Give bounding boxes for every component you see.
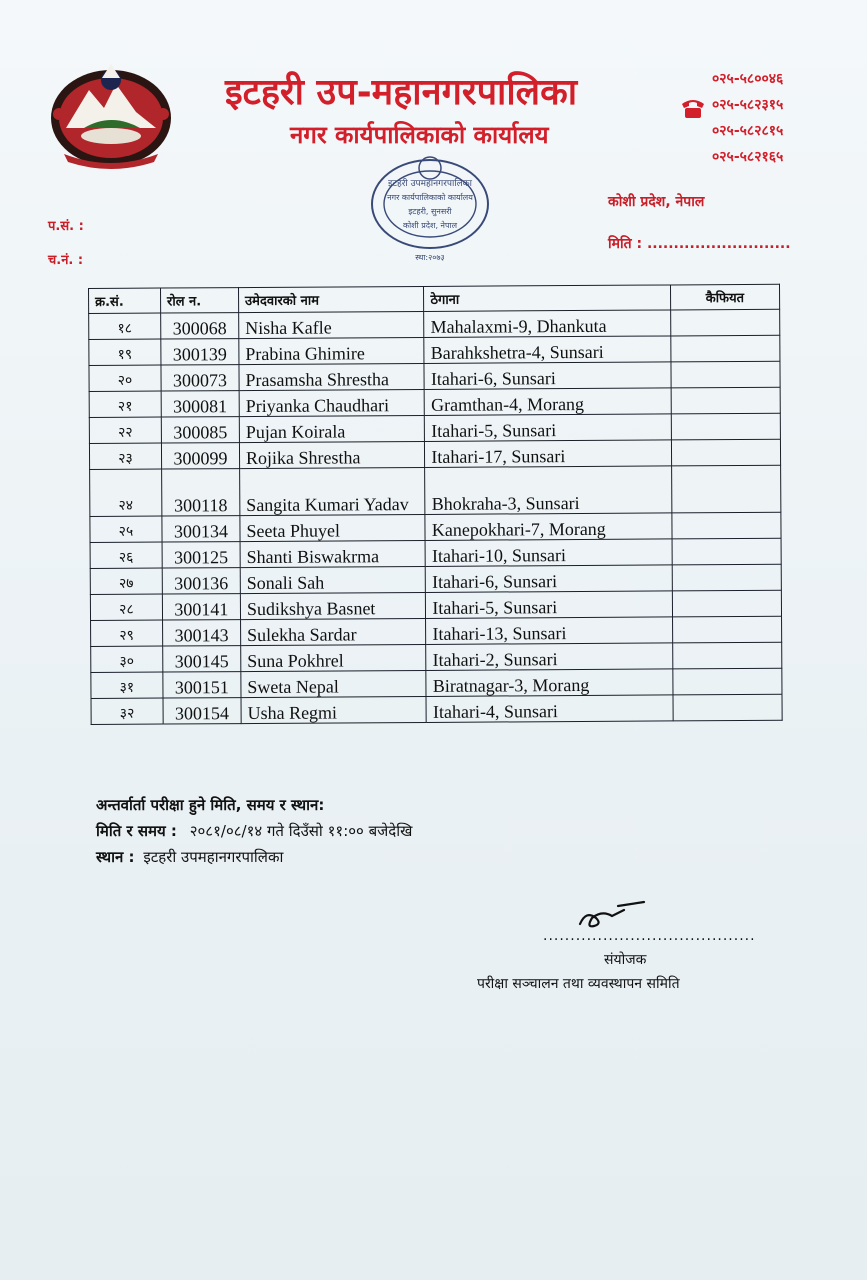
cell-remarks bbox=[671, 413, 781, 440]
cell-roll: 300099 bbox=[161, 443, 239, 469]
cell-roll: 300081 bbox=[161, 391, 239, 417]
cell-remarks bbox=[671, 361, 781, 388]
cell-roll: 300143 bbox=[162, 620, 240, 646]
province-label: कोशी प्रदेश, नेपाल bbox=[608, 194, 705, 210]
cell-address: Itahari-5, Sunsari bbox=[425, 414, 671, 442]
cell-remarks bbox=[672, 668, 782, 695]
cell-address: Barahkshetra-4, Sunsari bbox=[424, 336, 670, 364]
cell-name: Sulekha Sardar bbox=[240, 618, 426, 645]
col-header-name: उमेदवारको नाम bbox=[238, 286, 424, 312]
cell-sn: ३१ bbox=[91, 672, 163, 698]
table-body bbox=[89, 309, 782, 724]
cell-address: Itahari-6, Sunsari bbox=[424, 362, 670, 390]
cell-address: Itahari-4, Sunsari bbox=[426, 695, 672, 723]
cell-name: Prasamsha Shrestha bbox=[239, 363, 425, 390]
table-row bbox=[90, 465, 781, 516]
cell-name: Pujan Koirala bbox=[239, 415, 425, 442]
cell-remarks bbox=[672, 590, 782, 617]
col-header-address: ठेगाना bbox=[424, 285, 670, 312]
col-header-remarks: कैफियत bbox=[670, 284, 780, 310]
stamp-line: इटहरी, सुनसरी bbox=[408, 207, 452, 216]
cell-name: Seeta Phuyel bbox=[240, 514, 426, 541]
ref-ps-label: प.सं. : bbox=[48, 219, 84, 234]
cell-sn: २६ bbox=[90, 542, 162, 568]
cell-remarks bbox=[672, 642, 782, 669]
cell-sn: ३० bbox=[91, 646, 163, 672]
cell-sn: २७ bbox=[90, 568, 162, 594]
cell-remarks bbox=[672, 538, 782, 565]
cell-remarks bbox=[670, 335, 780, 362]
stamp-line: स्था:२०७३ bbox=[415, 253, 445, 262]
phone-numbers bbox=[700, 66, 820, 170]
ref-cn-label: च.नं. : bbox=[48, 253, 84, 268]
stamp-line: इटहरी उपमहानगरपालिका bbox=[387, 179, 473, 189]
cell-address: Kanepokhari-7, Morang bbox=[425, 513, 671, 541]
cell-roll: 300145 bbox=[163, 646, 241, 672]
venue-label: स्थान : bbox=[96, 848, 135, 866]
interview-venue bbox=[96, 844, 412, 870]
cell-name: Sudikshya Basnet bbox=[240, 592, 426, 619]
cell-roll: 300154 bbox=[163, 698, 241, 724]
cell-remarks bbox=[673, 694, 783, 721]
cell-remarks bbox=[672, 564, 782, 591]
venue-value: इटहरी उपमहानगरपालिका bbox=[143, 848, 284, 866]
cell-address: Itahari-17, Sunsari bbox=[425, 440, 671, 468]
cell-remarks bbox=[670, 309, 780, 336]
cell-address: Itahari-6, Sunsari bbox=[426, 565, 672, 593]
cell-roll: 300073 bbox=[161, 365, 239, 391]
cell-sn: २१ bbox=[89, 391, 161, 417]
cell-remarks bbox=[671, 512, 781, 539]
table-row bbox=[91, 694, 782, 724]
office-subtitle: नगर कार्यपालिकाको कार्यालय bbox=[290, 121, 549, 149]
cell-remarks bbox=[671, 465, 781, 513]
cell-roll: 300151 bbox=[163, 672, 241, 698]
phone-number: ०२५-५८२३१५ bbox=[712, 97, 784, 113]
phone-number: ०२५-५८२८१५ bbox=[712, 123, 784, 139]
date-line bbox=[608, 234, 791, 253]
cell-address: Itahari-5, Sunsari bbox=[426, 591, 672, 619]
cell-roll: 300085 bbox=[161, 417, 239, 443]
interview-info bbox=[96, 792, 412, 870]
cell-sn: ३२ bbox=[91, 698, 163, 724]
interview-datetime bbox=[96, 818, 412, 844]
datetime-value: २०८१/०८/१४ गते दिउँसो ११:०० बजेदेखि bbox=[189, 822, 413, 840]
cell-roll: 300125 bbox=[162, 542, 240, 568]
cell-address: Itahari-10, Sunsari bbox=[425, 539, 671, 567]
signatory-committee: परीक्षा सञ्चालन तथा व्यवस्थापन समिति bbox=[477, 976, 680, 992]
signature-line: ....................................... bbox=[543, 928, 756, 944]
cell-roll: 300136 bbox=[162, 568, 240, 594]
cell-sn: २३ bbox=[89, 443, 161, 469]
cell-address: Itahari-2, Sunsari bbox=[426, 643, 672, 671]
interview-heading: अन्तर्वार्ता परीक्षा हुने मिति, समय र स्थान: bbox=[96, 796, 325, 814]
cell-name: Usha Regmi bbox=[241, 696, 427, 723]
cell-sn: २० bbox=[89, 365, 161, 391]
cell-sn: १८ bbox=[89, 313, 161, 339]
cell-sn: २५ bbox=[90, 516, 162, 542]
cell-sn: १९ bbox=[89, 339, 161, 365]
cell-address: Bhokraha-3, Sunsari bbox=[425, 466, 671, 515]
cell-name: Suna Pokhrel bbox=[241, 644, 427, 671]
cell-sn: २८ bbox=[90, 594, 162, 620]
phone-number: ०२५-५८००४६ bbox=[712, 71, 784, 87]
cell-sn: २९ bbox=[91, 620, 163, 646]
cell-roll: 300068 bbox=[161, 313, 239, 339]
stamp-line: कोशी प्रदेश, नेपाल bbox=[402, 221, 458, 230]
cell-address: Itahari-13, Sunsari bbox=[426, 617, 672, 645]
cell-name: Priyanka Chaudhari bbox=[239, 389, 425, 416]
cell-remarks bbox=[671, 439, 781, 466]
cell-remarks bbox=[671, 387, 781, 414]
office-stamp bbox=[360, 148, 500, 266]
cell-remarks bbox=[672, 616, 782, 643]
cell-roll: 300118 bbox=[162, 469, 240, 516]
cell-sn: २२ bbox=[89, 417, 161, 443]
cell-name: Nisha Kafle bbox=[239, 311, 425, 338]
signatory-role: संयोजक bbox=[604, 952, 647, 968]
signature-scribble bbox=[572, 898, 652, 932]
cell-roll: 300134 bbox=[162, 516, 240, 542]
phone-number: ०२५-५८२१६५ bbox=[712, 149, 784, 165]
cell-name: Shanti Biswakrma bbox=[240, 540, 426, 567]
date-label: मिति : bbox=[608, 236, 643, 252]
cell-name: Sonali Sah bbox=[240, 566, 426, 593]
cell-name: Prabina Ghimire bbox=[239, 337, 425, 364]
cell-address: Gramthan-4, Morang bbox=[424, 388, 670, 416]
candidate-table bbox=[88, 284, 783, 725]
nepal-emblem-icon bbox=[44, 50, 178, 170]
cell-roll: 300139 bbox=[161, 339, 239, 365]
col-header-roll: रोल न. bbox=[160, 288, 238, 313]
cell-roll: 300141 bbox=[162, 594, 240, 620]
cell-name: Sangita Kumari Yadav bbox=[240, 467, 426, 515]
date-value: ........................... bbox=[646, 236, 791, 252]
col-header-sn: क्र.सं. bbox=[89, 288, 161, 313]
municipality-title: इटहरी उप-महानगरपालिका bbox=[225, 72, 578, 113]
stamp-line: नगर कार्यपालिकाको कार्यालय bbox=[387, 193, 473, 202]
cell-name: Rojika Shrestha bbox=[239, 441, 425, 468]
cell-name: Sweta Nepal bbox=[241, 670, 427, 697]
cell-sn: २४ bbox=[90, 469, 162, 516]
cell-address: Mahalaxmi-9, Dhankuta bbox=[424, 310, 670, 338]
cell-address: Biratnagar-3, Morang bbox=[426, 669, 672, 697]
datetime-label: मिति र समय : bbox=[96, 822, 177, 840]
